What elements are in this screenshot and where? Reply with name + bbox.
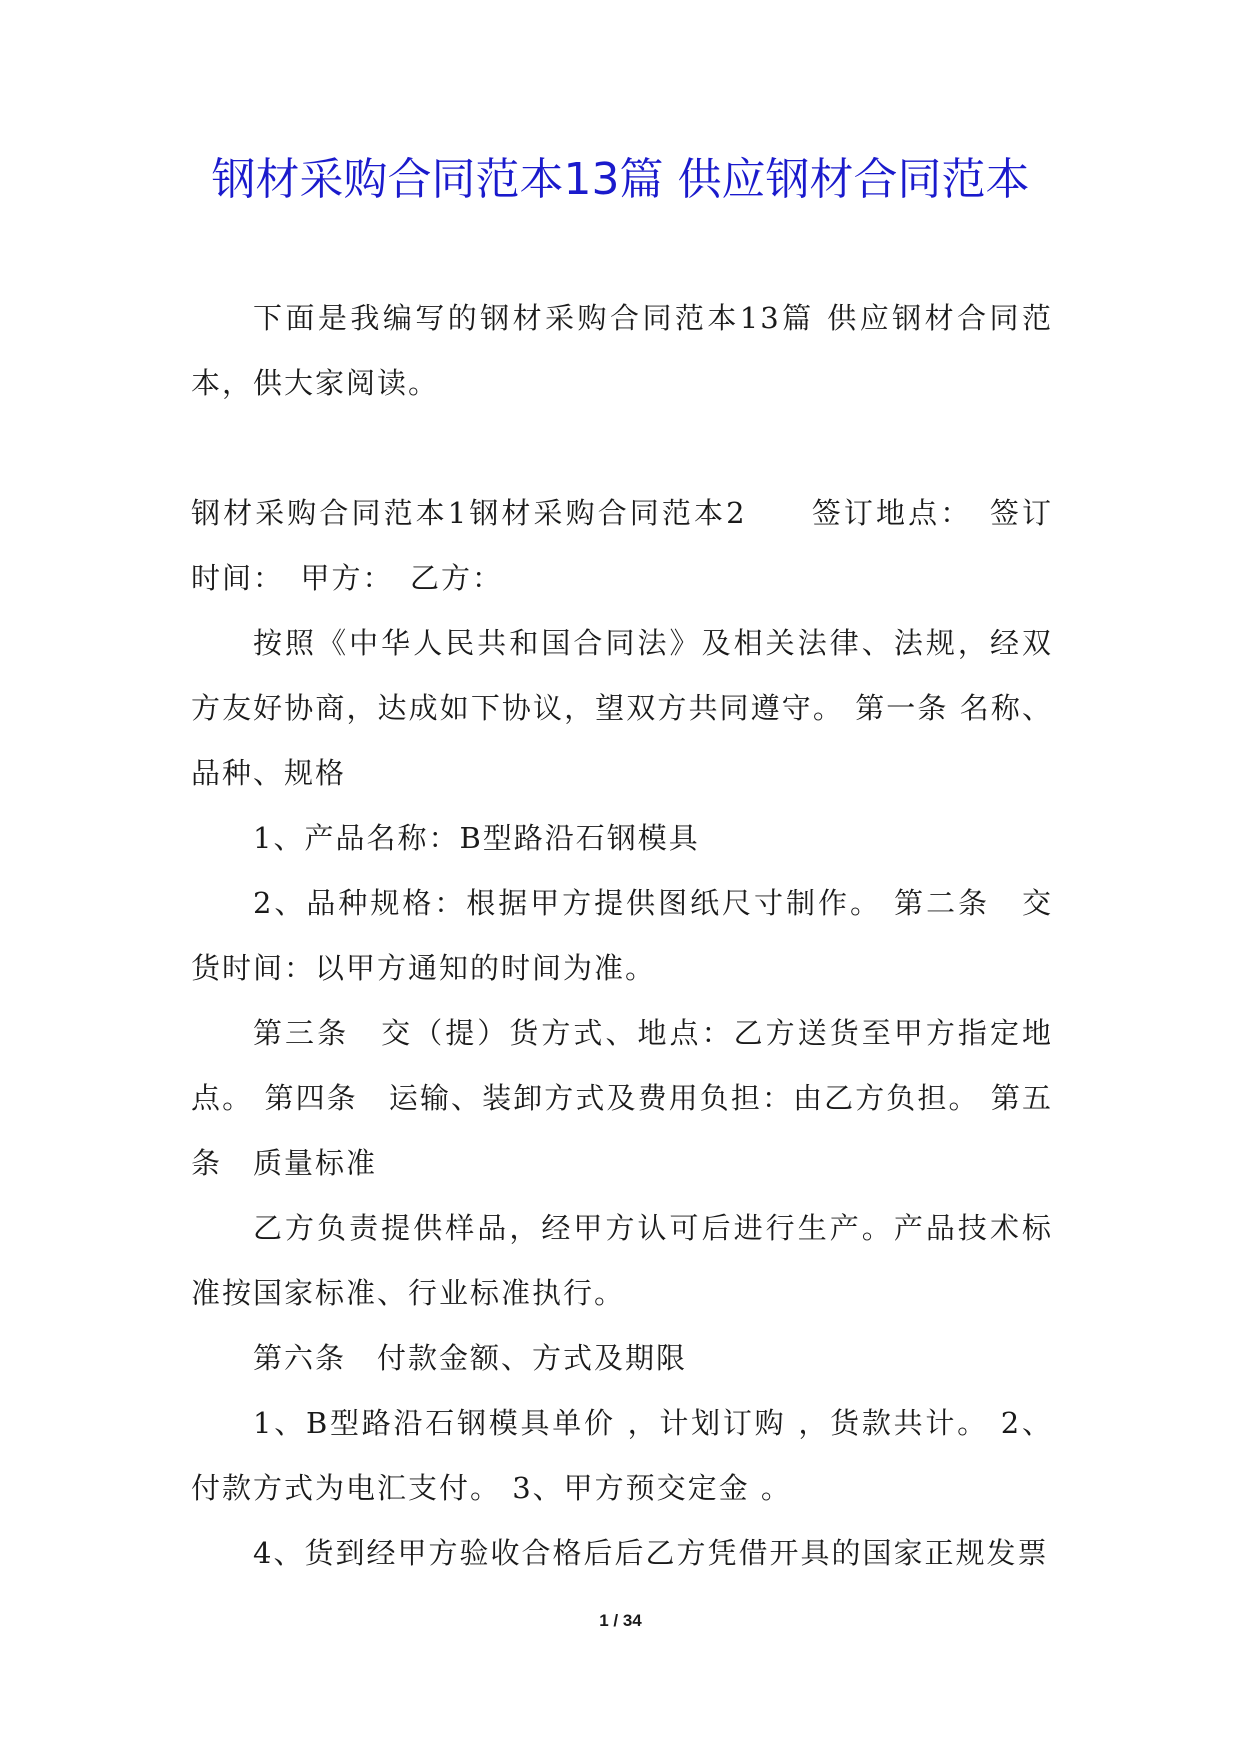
paragraph-product-name: 1、产品名称：B型路沿石钢模具: [253, 821, 700, 855]
paragraph-quality: 乙方负责提供样品，经甲方认可后进行生产。产品技术标准按国家标准、行业标准执行。: [191, 1211, 1053, 1310]
paragraph-intro: 下面是我编写的钢材采购合同范本13篇 供应钢材合同范本，供大家阅读。: [191, 301, 1053, 400]
paragraph-invoice: 4、货到经甲方验收合格后后乙方凭借开具的国家正规发票: [253, 1536, 1049, 1570]
paragraph-spec: 2、品种规格：根据甲方提供图纸尺寸制作。 第二条 交货时间：以甲方通知的时间为准。: [191, 886, 1053, 985]
paragraph-delivery: 第三条 交（提）货方式、地点：乙方送货至甲方指定地点。 第四条 运输、装卸方式及费用负担：由乙方负担。 第五条 质量标准: [191, 1016, 1053, 1180]
paragraph-signing-info: 钢材采购合同范本1钢材采购合同范本2 签订地点： 签订时间： 甲方： 乙方：: [191, 496, 1053, 595]
page-number: 1 / 34: [599, 1611, 642, 1630]
document-title: 钢材采购合同范本13篇 供应钢材合同范本: [211, 154, 1030, 205]
document-body: [191, 286, 1053, 1586]
paragraph-agreement: 按照《中华人民共和国合同法》及相关法律、法规，经双方友好协商，达成如下协议，望双方共同遵守。 第一条 名称、品种、规格: [191, 626, 1053, 790]
paragraph-payment-heading: 第六条 付款金额、方式及期限: [253, 1341, 688, 1375]
paragraph-payment-terms: 1、B型路沿石钢模具单价 ，计划订购 ，货款共计。 2、付款方式为电汇支付。 3、甲方预交定金 。: [191, 1406, 1053, 1505]
